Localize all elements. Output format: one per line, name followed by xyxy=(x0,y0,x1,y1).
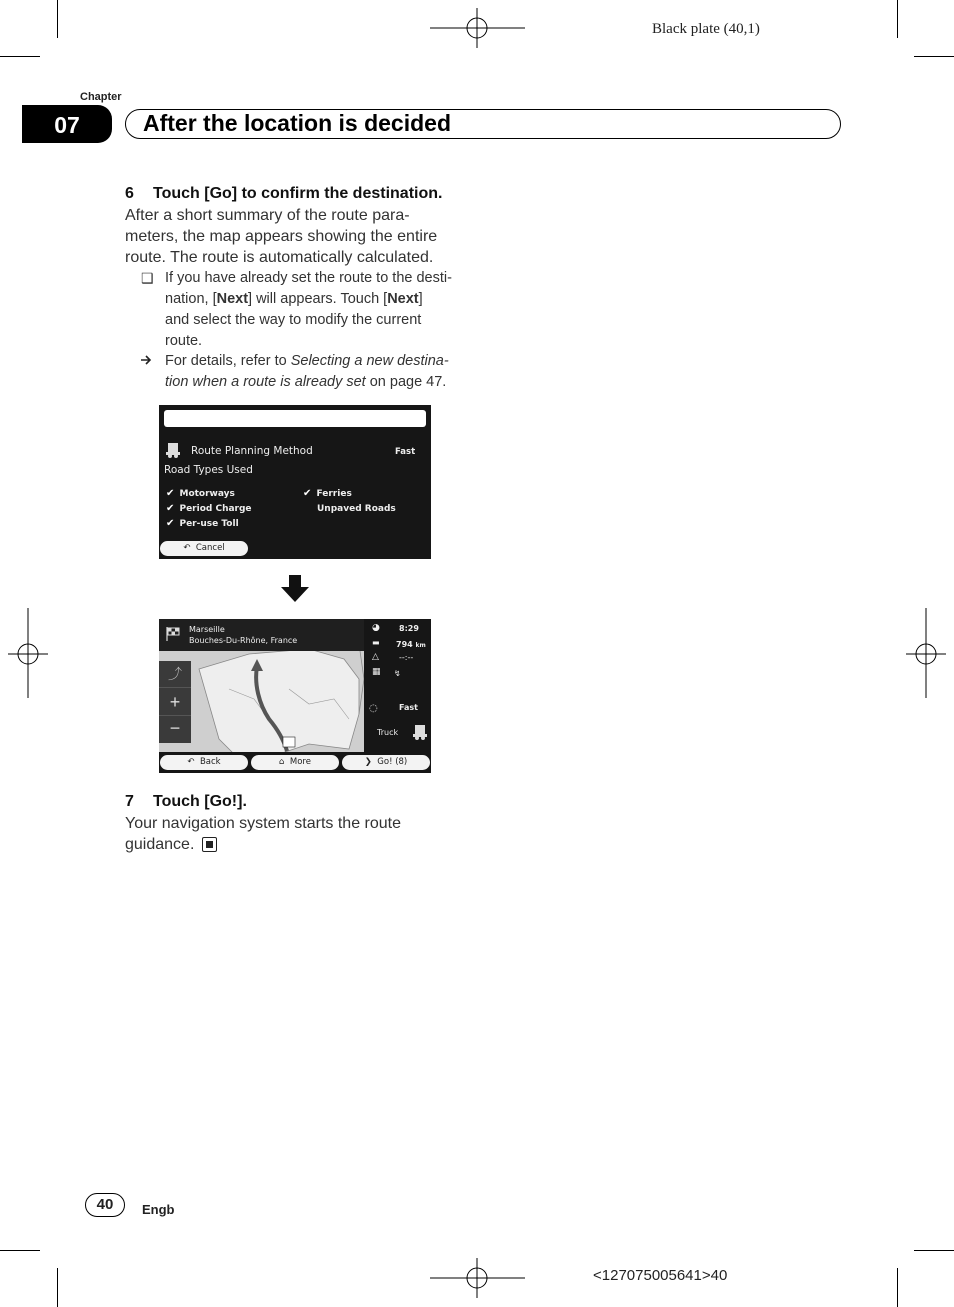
route-overview-button[interactable]: ⤴ xyxy=(159,661,191,688)
vehicle-label: Truck xyxy=(377,728,399,737)
chapter-number: 07 xyxy=(22,105,112,143)
more-label: More xyxy=(289,757,311,767)
route-method-value: Fast xyxy=(395,447,416,457)
check-icon: ✔ xyxy=(166,488,175,499)
crop-mark xyxy=(0,1250,40,1251)
ref-italic: tion when a route is already set xyxy=(165,374,366,390)
registration-mark-right xyxy=(906,608,946,698)
crop-mark xyxy=(897,1268,898,1307)
toll-icon: ▦ xyxy=(372,667,381,677)
zoom-out-button[interactable]: − xyxy=(169,718,181,738)
body-text: guidance. xyxy=(125,836,195,853)
step6-number: 6 xyxy=(125,185,134,202)
trip-time: 8:29 xyxy=(399,624,419,633)
end-mark-icon xyxy=(202,837,217,852)
step6-body xyxy=(125,205,437,268)
crop-mark xyxy=(914,56,954,57)
crop-mark xyxy=(57,0,58,38)
note-bullet-icon: ❑ xyxy=(141,270,154,286)
option-row-per-use-toll[interactable] xyxy=(166,511,239,530)
next-key: Next xyxy=(387,291,419,307)
registration-mark-bottom xyxy=(430,1258,525,1298)
destination-bar[interactable] xyxy=(159,619,364,651)
route-map-screen xyxy=(159,619,431,773)
route-method-icon: ◌ xyxy=(369,703,378,714)
body-line xyxy=(125,834,401,855)
chevron-right-icon: ❯ xyxy=(364,757,372,767)
registration-mark-left xyxy=(8,608,48,698)
body-line: Your navigation system starts the route xyxy=(125,815,401,832)
option-label: Period Charge xyxy=(179,504,252,514)
clock-icon: ◕ xyxy=(372,623,380,633)
crop-mark xyxy=(57,1268,58,1307)
destination-region: Bouches-Du-Rhône, France xyxy=(189,636,298,645)
note-text: ] xyxy=(418,291,423,307)
go-button[interactable] xyxy=(342,755,430,770)
back-button[interactable] xyxy=(160,755,248,770)
trip-distance xyxy=(396,640,426,649)
trip-info-panel xyxy=(364,619,431,752)
note-line: and select the way to modify the current xyxy=(165,312,422,328)
step7-body xyxy=(125,813,401,855)
distance-value: 794 xyxy=(396,640,413,649)
zoom-in-button[interactable]: + xyxy=(159,689,191,716)
truck-icon xyxy=(166,443,180,458)
warning-icon: △ xyxy=(372,652,379,662)
summary-top-bar xyxy=(164,410,426,427)
distance-icon: ▬ xyxy=(372,638,380,647)
ref-text: on page 47. xyxy=(365,374,447,390)
check-icon: ✔ xyxy=(166,503,175,514)
check-icon: ✔ xyxy=(303,488,312,499)
back-label: Back xyxy=(199,757,221,767)
check-icon: ✔ xyxy=(166,518,175,529)
body-line: After a short summary of the route para- xyxy=(125,207,410,224)
option-row-unpaved-roads[interactable] xyxy=(317,496,396,515)
step6-heading: Touch [Go] to confirm the destination. xyxy=(153,185,443,202)
ref-line xyxy=(165,351,449,372)
home-icon: ⌂ xyxy=(279,757,285,767)
road-types-label: Road Types Used xyxy=(164,464,253,476)
chapter-title: After the location is decided xyxy=(143,110,451,136)
note-text: nation, [ xyxy=(165,291,217,307)
back-arrow-icon: ↶ xyxy=(183,543,191,553)
language-code: Engb xyxy=(142,1202,175,1217)
body-line: route. The route is automatically calculated. xyxy=(125,249,434,266)
page-number: 40 xyxy=(85,1193,125,1217)
bottom-button-bar xyxy=(159,752,431,773)
cancel-button[interactable] xyxy=(160,541,248,556)
note-text: ] will appears. Touch [ xyxy=(248,291,388,307)
route-method-value-2: Fast xyxy=(399,703,418,712)
crop-mark xyxy=(897,0,898,38)
checkered-flag-icon xyxy=(165,626,181,642)
arrow-ref-icon xyxy=(140,354,154,366)
ref-text: For details, refer to xyxy=(165,353,291,369)
destination-city: Marseille xyxy=(189,625,225,634)
route-method-label: Route Planning Method xyxy=(191,445,313,457)
document-code: <127075005641>40 xyxy=(593,1267,728,1284)
down-arrow-icon xyxy=(281,575,309,603)
truck-icon xyxy=(413,725,427,740)
back-arrow-icon: ↶ xyxy=(187,757,195,767)
next-key: Next xyxy=(216,291,249,307)
ref-italic: Selecting a new destina- xyxy=(290,353,449,369)
ferry-icon: ↯ xyxy=(394,669,401,678)
step7-heading: Touch [Go!]. xyxy=(153,793,247,810)
body-line: meters, the map appears showing the entire xyxy=(125,228,438,245)
plate-label: Black plate (40,1) xyxy=(652,21,760,37)
step6-note xyxy=(165,268,452,352)
chapter-label: Chapter xyxy=(80,91,122,103)
map-control-strip xyxy=(159,661,191,743)
registration-mark-top xyxy=(430,8,525,48)
go-label: Go! (8) xyxy=(377,757,408,767)
eta-blank: --:-- xyxy=(399,653,414,662)
distance-unit: km xyxy=(415,642,426,649)
route-summary-screen xyxy=(159,405,431,559)
note-line: route. xyxy=(165,333,203,349)
ref-line xyxy=(165,372,449,393)
option-label: Ferries xyxy=(316,489,352,499)
note-line xyxy=(165,289,452,310)
option-label: Unpaved Roads xyxy=(317,504,396,514)
crop-mark xyxy=(0,56,40,57)
crop-mark xyxy=(914,1250,954,1251)
step6-reference xyxy=(165,351,449,393)
step7-number: 7 xyxy=(125,793,134,810)
option-label: Per-use Toll xyxy=(179,519,239,529)
more-button[interactable] xyxy=(251,755,339,770)
note-line: If you have already set the route to the desti- xyxy=(165,270,452,286)
option-label: Motorways xyxy=(179,489,235,499)
cancel-label: Cancel xyxy=(195,543,225,553)
